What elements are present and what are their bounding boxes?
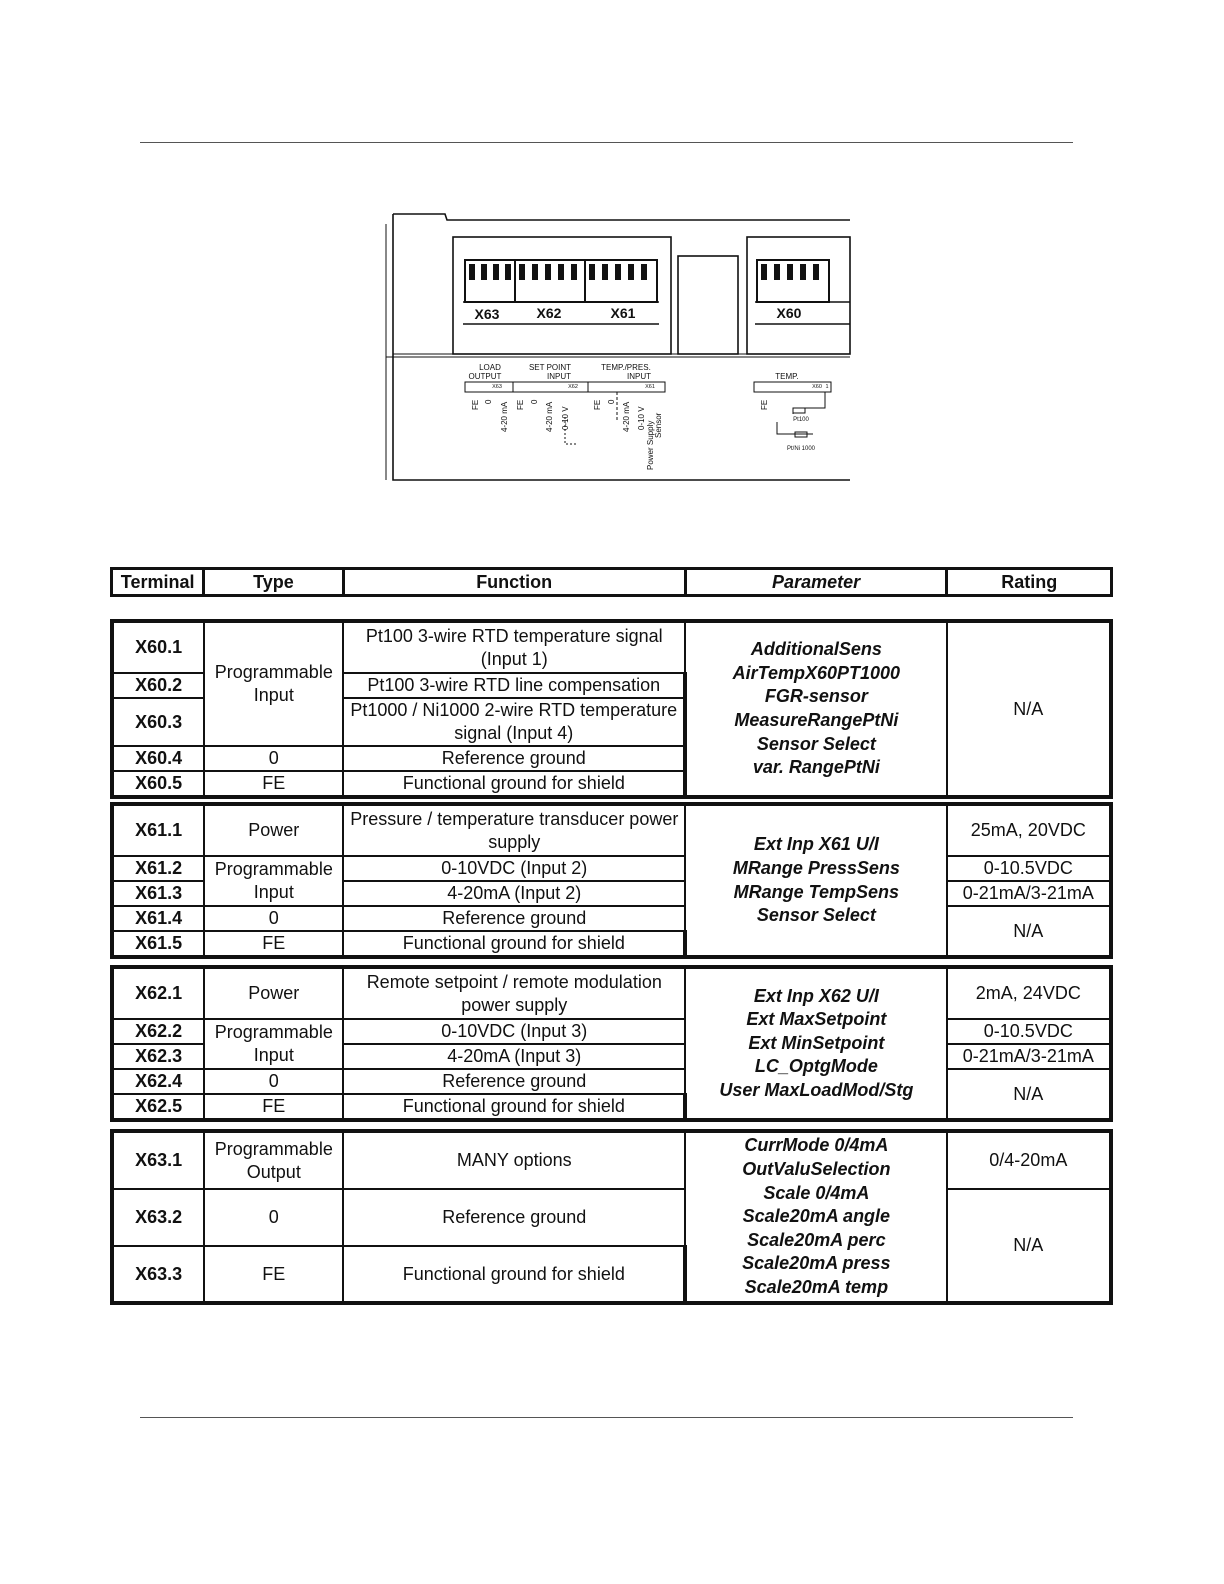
pin-x61-0: 0: [607, 399, 616, 404]
terminal-x62-1: X62.1: [112, 967, 204, 1019]
connector-label-x63: X63: [474, 306, 500, 322]
type-x63-1: Programmable Output: [204, 1131, 343, 1189]
function-x63-1: MANY options: [343, 1131, 685, 1189]
type-x62-4: 0: [204, 1069, 343, 1094]
function-x62-2: 0-10VDC (Input 3): [343, 1019, 685, 1044]
small-id-x62: X62: [568, 384, 578, 390]
function-x61-4: Reference ground: [343, 906, 685, 931]
param-x62-3: LC_OptgMode: [754, 1056, 878, 1077]
group-label-temp-pres-input: INPUT: [627, 372, 651, 381]
terminal-table-header: [110, 567, 1113, 597]
pin-x61-power-supply: Power Supply: [646, 420, 655, 470]
connector-label-x60: X60: [776, 305, 802, 321]
connector-label-x62: X62: [536, 305, 562, 321]
param-x62-2: Ext MinSetpoint: [748, 1032, 885, 1053]
type-x60-5: FE: [204, 771, 343, 797]
function-x60-3: Pt1000 / Ni1000 2-wire RTD temperature signal (Input 4): [343, 698, 685, 746]
pin-x61-010: 0-10 V: [637, 406, 646, 430]
bottom-rule: [140, 1417, 1073, 1418]
pin-x60-fe: FE: [760, 399, 769, 410]
pin-x62-010: 0-10 V: [561, 406, 570, 430]
group-label-temp-pres: TEMP./PRES.: [601, 363, 651, 372]
type-x63-2: 0: [204, 1189, 343, 1246]
group-label-set-point: SET POINT: [528, 363, 572, 372]
type-x61-programmable: Programmable Input: [204, 856, 343, 906]
param-x63-4: Scale20mA perc: [747, 1229, 886, 1250]
param-x62-0: Ext Inp X62 U/I: [753, 985, 879, 1006]
terminal-x62-3: X62.3: [112, 1044, 204, 1069]
terminal-x61-4: X61.4: [112, 906, 204, 931]
pin-x62-0: 0: [530, 399, 539, 404]
terminal-x60-1: X60.1: [112, 621, 204, 673]
rating-x61-3: 0-21mA/3-21mA: [947, 881, 1111, 906]
rating-x62-2: 0-10.5VDC: [947, 1019, 1111, 1044]
param-x60-3: MeasureRangePtNi: [734, 710, 899, 730]
param-x63-6: Scale20mA temp: [744, 1276, 889, 1297]
terminal-x62-5: X62.5: [112, 1094, 204, 1120]
function-x61-1: Pressure / temperature transducer power supply: [343, 804, 685, 856]
type-x60-4: 0: [204, 746, 343, 771]
type-x63-3: FE: [204, 1246, 343, 1303]
terminal-x62-2: X62.2: [112, 1019, 204, 1044]
param-x60-4: Sensor Select: [756, 733, 876, 754]
rating-x62-1: 2mA, 24VDC: [947, 967, 1111, 1019]
pin-x63-420: 4-20 mA: [500, 401, 509, 432]
function-x61-5: Functional ground for shield: [343, 931, 685, 957]
small-id-x63: X63: [492, 384, 502, 390]
rating-x60: N/A: [947, 621, 1111, 797]
terminal-x63-2: X63.2: [112, 1189, 204, 1246]
type-x61-5: FE: [204, 931, 343, 957]
pin-x63-0: 0: [484, 399, 493, 404]
small-id-x60: X60: [812, 384, 822, 390]
terminal-x60-5: X60.5: [112, 771, 204, 797]
pin-x62-fe: FE: [516, 399, 525, 410]
small-id-x61: X61: [645, 384, 655, 390]
param-x63-2: Scale 0/4mA: [763, 1182, 870, 1203]
type-x60-programmable: Programmable Input: [204, 621, 343, 746]
function-x61-3: 4-20mA (Input 2): [343, 881, 685, 906]
terminal-x61-3: X61.3: [112, 881, 204, 906]
param-x61-2: MRange TempSens: [733, 881, 900, 902]
connector-label-x61: X61: [610, 305, 636, 321]
rating-x63-1: 0/4-20mA: [947, 1131, 1111, 1189]
pin-x61-sensor: Sensor: [654, 412, 663, 438]
group-label-load: LOAD: [479, 363, 501, 372]
param-x63-0: CurrMode 0/4mA: [744, 1135, 889, 1156]
parameters-x61: [685, 804, 947, 957]
function-x60-1: Pt100 3-wire RTD temperature signal (Input 1): [343, 621, 685, 673]
type-x62-programmable: Programmable Input: [204, 1019, 343, 1069]
rating-x61-1: 25mA, 20VDC: [947, 804, 1111, 856]
terminal-x63-3: X63.3: [112, 1246, 204, 1303]
parameters-x60: [685, 621, 947, 797]
function-x62-5: Functional ground for shield: [343, 1094, 685, 1120]
param-x62-4: User MaxLoadMod/Stg: [719, 1079, 914, 1100]
header-terminal: Terminal: [112, 569, 204, 596]
param-x60-0: AdditionalSens: [750, 639, 882, 660]
terminal-diagram: [385, 212, 855, 487]
header-function: Function: [343, 569, 685, 596]
x62-block: [110, 965, 1113, 1122]
parameters-x62: [685, 967, 947, 1120]
param-x60-2: FGR-sensor: [764, 686, 868, 707]
param-x63-3: Scale20mA angle: [742, 1206, 891, 1227]
group-label-output: OUTPUT: [468, 372, 502, 381]
terminal-x62-4: X62.4: [112, 1069, 204, 1094]
group-label-set-point-input: INPUT: [547, 372, 571, 381]
small-id-one: 1: [825, 384, 829, 390]
rating-x61-4: N/A: [947, 906, 1111, 957]
rating-x62-3: 0-21mA/3-21mA: [947, 1044, 1111, 1069]
terminal-x61-1: X61.1: [112, 804, 204, 856]
rating-x61-2: 0-10.5VDC: [947, 856, 1111, 881]
function-x60-2: Pt100 3-wire RTD line compensation: [343, 673, 685, 698]
function-x62-4: Reference ground: [343, 1069, 685, 1094]
param-x61-0: Ext Inp X61 U/I: [753, 834, 879, 855]
function-x62-3: 4-20mA (Input 3): [343, 1044, 685, 1069]
type-x61-4: 0: [204, 906, 343, 931]
param-x61-3: Sensor Select: [756, 905, 876, 926]
terminal-x60-3: X60.3: [112, 698, 204, 746]
terminal-x61-2: X61.2: [112, 856, 204, 881]
param-x63-5: Scale20mA press: [742, 1253, 891, 1274]
function-x62-1: Remote setpoint / remote modulation power supply: [343, 967, 685, 1019]
header-type: Type: [204, 569, 343, 596]
pin-x61-fe: FE: [593, 399, 602, 410]
pin-x62-420: 4-20 mA: [545, 401, 554, 432]
pin-x61-420: 4-20 mA: [622, 401, 631, 432]
param-x62-1: Ext MaxSetpoint: [746, 1009, 887, 1030]
function-x63-3: Functional ground for shield: [343, 1246, 685, 1303]
param-x60-1: AirTempX60PT1000: [732, 662, 901, 683]
terminal-x63-1: X63.1: [112, 1131, 204, 1189]
function-x63-2: Reference ground: [343, 1189, 685, 1246]
function-x61-2: 0-10VDC (Input 2): [343, 856, 685, 881]
terminal-x61-5: X61.5: [112, 931, 204, 957]
type-x62-1: Power: [204, 967, 343, 1019]
param-x60-5: var. RangePtNi: [752, 757, 880, 778]
top-rule: [140, 142, 1073, 143]
header-rating: Rating: [947, 569, 1112, 596]
x61-block: [110, 802, 1113, 959]
x60-block: [110, 619, 1113, 799]
param-x63-1: OutValuSelection: [742, 1159, 891, 1180]
parameters-x63: [685, 1131, 947, 1303]
terminal-x60-2: X60.2: [112, 673, 204, 698]
sensor-label-pt100: Pt100: [793, 417, 809, 423]
rating-x62-4: N/A: [947, 1069, 1111, 1120]
header-parameter: Parameter: [685, 569, 947, 596]
x63-block: [110, 1129, 1113, 1305]
param-x61-1: MRange PressSens: [732, 857, 900, 878]
function-x60-5: Functional ground for shield: [343, 771, 685, 797]
sensor-label-ptni1000: Pt/Ni 1000: [786, 446, 816, 452]
terminal-x60-4: X60.4: [112, 746, 204, 771]
type-x62-5: FE: [204, 1094, 343, 1120]
group-label-temp: TEMP.: [775, 372, 799, 381]
rating-x63-2: N/A: [947, 1189, 1111, 1303]
function-x60-4: Reference ground: [343, 746, 685, 771]
pin-x63-fe: FE: [471, 399, 480, 410]
type-x61-1: Power: [204, 804, 343, 856]
